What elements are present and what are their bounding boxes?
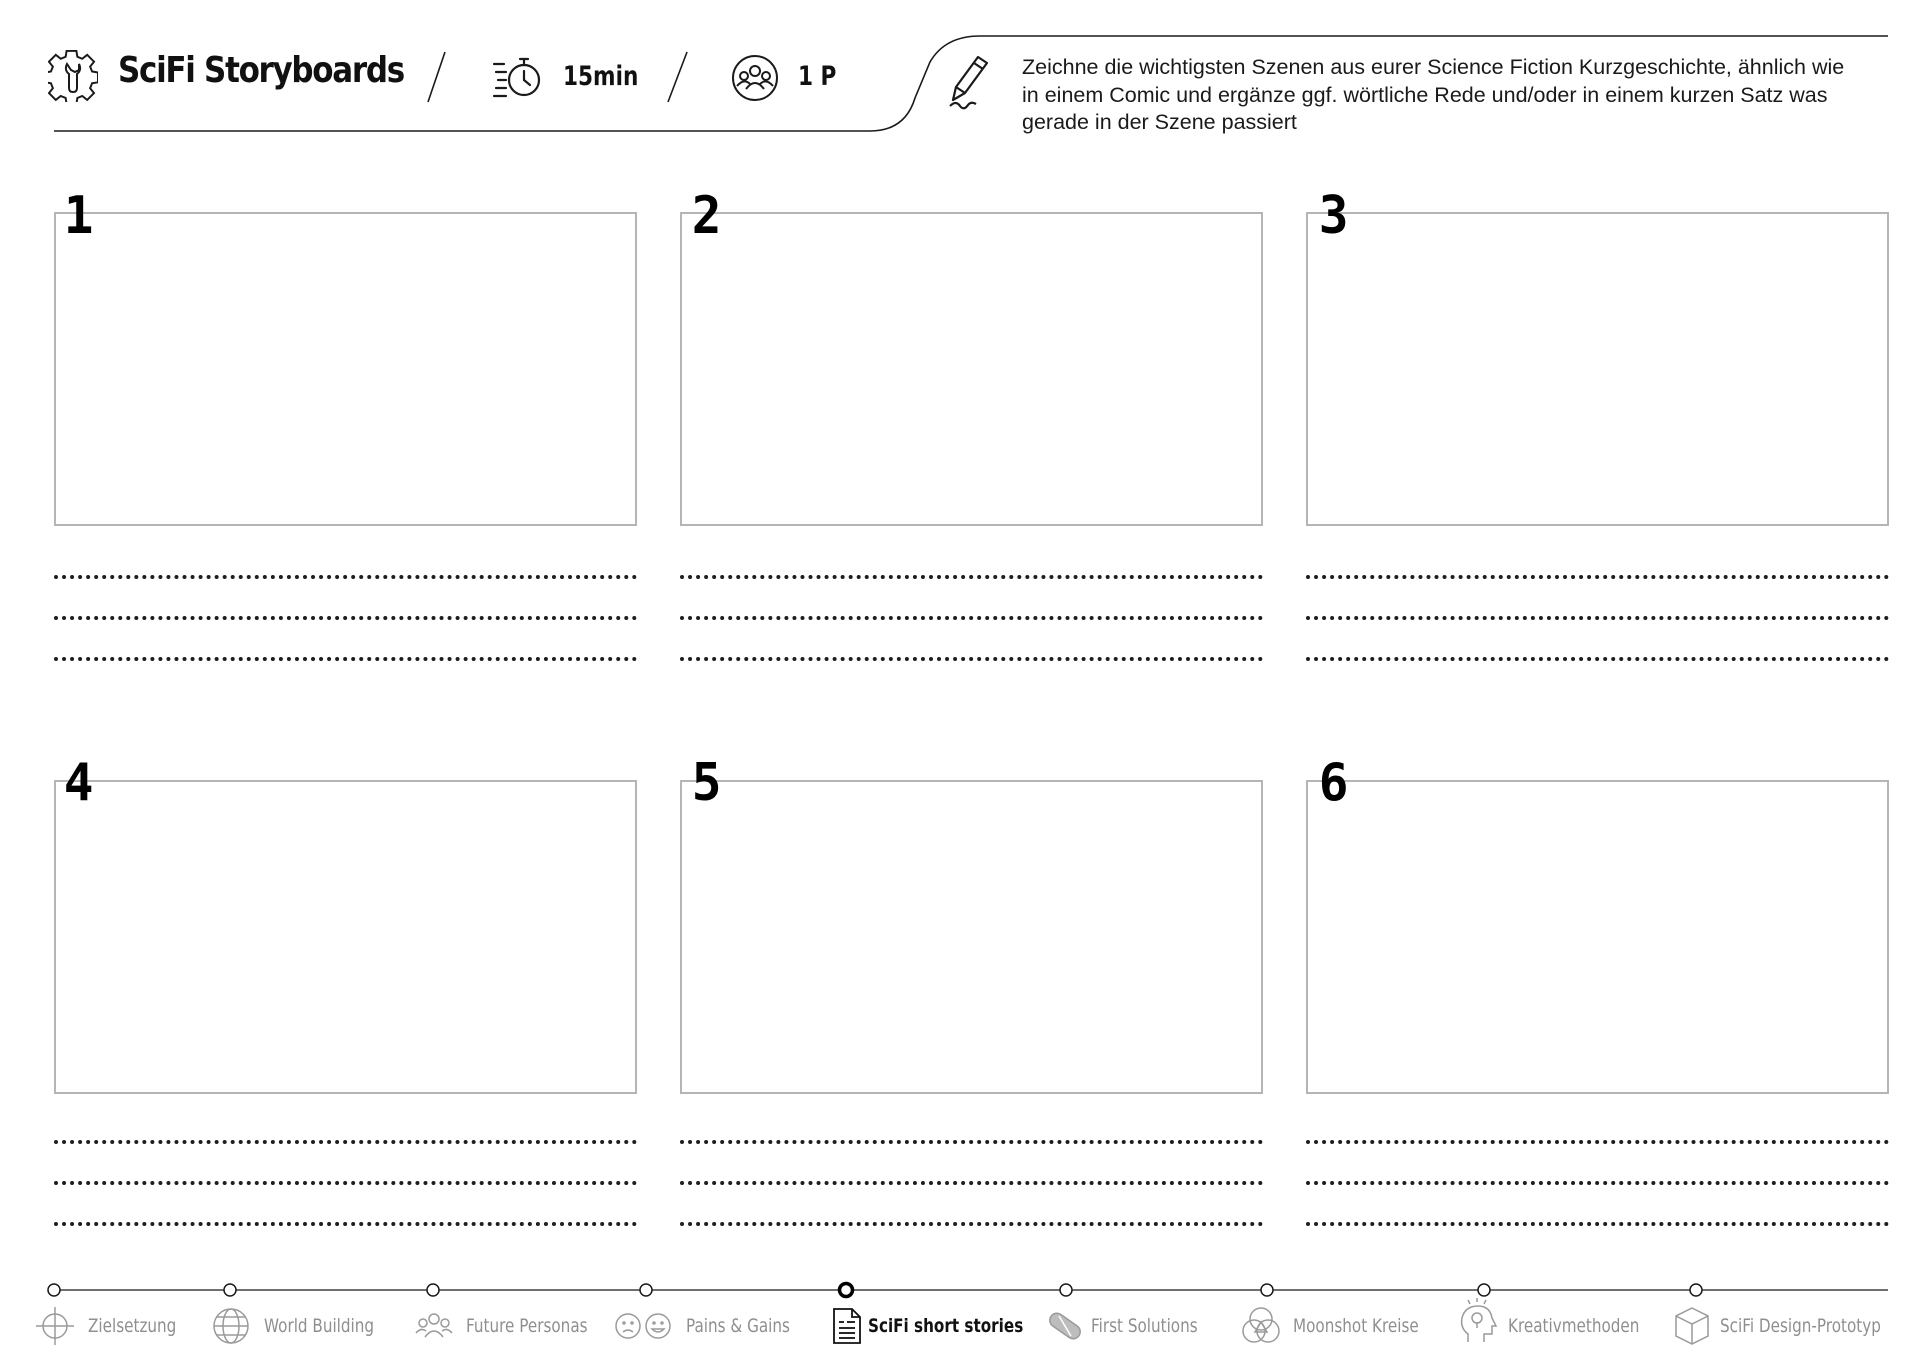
writing-line[interactable] bbox=[680, 657, 1263, 661]
faces-icon bbox=[614, 1305, 676, 1347]
participants-label: 1 P bbox=[798, 61, 837, 92]
writing-line[interactable] bbox=[680, 1222, 1263, 1226]
timeline-node bbox=[640, 1284, 652, 1296]
progress-timeline bbox=[0, 1280, 1920, 1300]
timeline-step-pains-gains[interactable]: Pains & Gains bbox=[686, 1315, 790, 1337]
writing-line[interactable] bbox=[1306, 616, 1889, 620]
writing-line[interactable] bbox=[54, 1222, 637, 1226]
storyboard-panel-3[interactable] bbox=[1306, 212, 1889, 526]
writing-line[interactable] bbox=[54, 616, 637, 620]
group-icon bbox=[413, 1305, 455, 1347]
writing-line[interactable] bbox=[54, 657, 637, 661]
timeline-step-kreativmethoden[interactable]: Kreativmethoden bbox=[1508, 1315, 1640, 1337]
panel-number-2: 2 bbox=[691, 186, 722, 246]
duration-label: 15min bbox=[563, 61, 639, 92]
writing-line[interactable] bbox=[1306, 1222, 1889, 1226]
writing-line[interactable] bbox=[680, 575, 1263, 579]
globe-icon bbox=[210, 1305, 252, 1347]
writing-line[interactable] bbox=[680, 616, 1263, 620]
crosshair-icon bbox=[34, 1305, 76, 1347]
panel-number-6: 6 bbox=[1318, 753, 1349, 813]
writing-line[interactable] bbox=[1306, 1140, 1889, 1144]
cube-icon bbox=[1672, 1305, 1712, 1347]
instruction-text: Zeichne die wichtigsten Szenen aus eurer Science Fiction Kurzgeschichte, ähnlich wie in einem Comic und ergänze ggf. wörtliche Rede und/oder in einem kurzen Satz was gerade in der Szene passiert bbox=[1022, 55, 1845, 134]
timeline-step-future-personas[interactable]: Future Personas bbox=[466, 1315, 588, 1337]
writing-line[interactable] bbox=[680, 1140, 1263, 1144]
writing-line[interactable] bbox=[1306, 575, 1889, 579]
timeline-step-scifi-design-prototyp[interactable]: SciFi Design-Prototyp bbox=[1720, 1315, 1881, 1337]
storyboard-panel-1[interactable] bbox=[54, 212, 637, 526]
participants-icon bbox=[731, 54, 779, 102]
pill-icon bbox=[1044, 1305, 1086, 1347]
writing-line[interactable] bbox=[54, 575, 637, 579]
timeline-step-world-building[interactable]: World Building bbox=[264, 1315, 375, 1337]
timeline-node bbox=[427, 1284, 439, 1296]
panel-number-4: 4 bbox=[63, 753, 94, 813]
pencil-icon bbox=[948, 54, 992, 110]
writing-line[interactable] bbox=[680, 1181, 1263, 1185]
timeline-step-first-solutions[interactable]: First Solutions bbox=[1091, 1315, 1198, 1337]
writing-line[interactable] bbox=[54, 1140, 637, 1144]
lightbulb-head-icon bbox=[1458, 1296, 1498, 1346]
timeline-node bbox=[1478, 1284, 1490, 1296]
storyboard-panel-4[interactable] bbox=[54, 780, 637, 1094]
storyboard-panel-2[interactable] bbox=[680, 212, 1263, 526]
timeline-step-moonshot-kreise[interactable]: Moonshot Kreise bbox=[1293, 1315, 1419, 1337]
gear-wrench-icon bbox=[48, 48, 98, 102]
timeline-node bbox=[1261, 1284, 1273, 1296]
storyboard-panel-6[interactable] bbox=[1306, 780, 1889, 1094]
page-title: SciFi Storyboards bbox=[118, 50, 404, 91]
timeline-node bbox=[1060, 1284, 1072, 1296]
document-icon bbox=[830, 1305, 864, 1347]
panel-number-3: 3 bbox=[1318, 186, 1349, 246]
venn-icon bbox=[1240, 1305, 1282, 1347]
panel-number-1: 1 bbox=[63, 186, 94, 246]
timeline-node bbox=[48, 1284, 60, 1296]
timeline-node-active bbox=[840, 1284, 853, 1297]
stopwatch-icon bbox=[492, 54, 544, 100]
timeline-step-scifi-short-stories[interactable]: SciFi short stories bbox=[868, 1315, 1024, 1337]
writing-line[interactable] bbox=[54, 1181, 637, 1185]
writing-line[interactable] bbox=[1306, 657, 1889, 661]
timeline-node bbox=[1690, 1284, 1702, 1296]
timeline-step-zielsetzung[interactable]: Zielsetzung bbox=[88, 1315, 177, 1337]
panel-number-5: 5 bbox=[691, 753, 722, 813]
storyboard-panel-5[interactable] bbox=[680, 780, 1263, 1094]
timeline-node bbox=[224, 1284, 236, 1296]
writing-line[interactable] bbox=[1306, 1181, 1889, 1185]
